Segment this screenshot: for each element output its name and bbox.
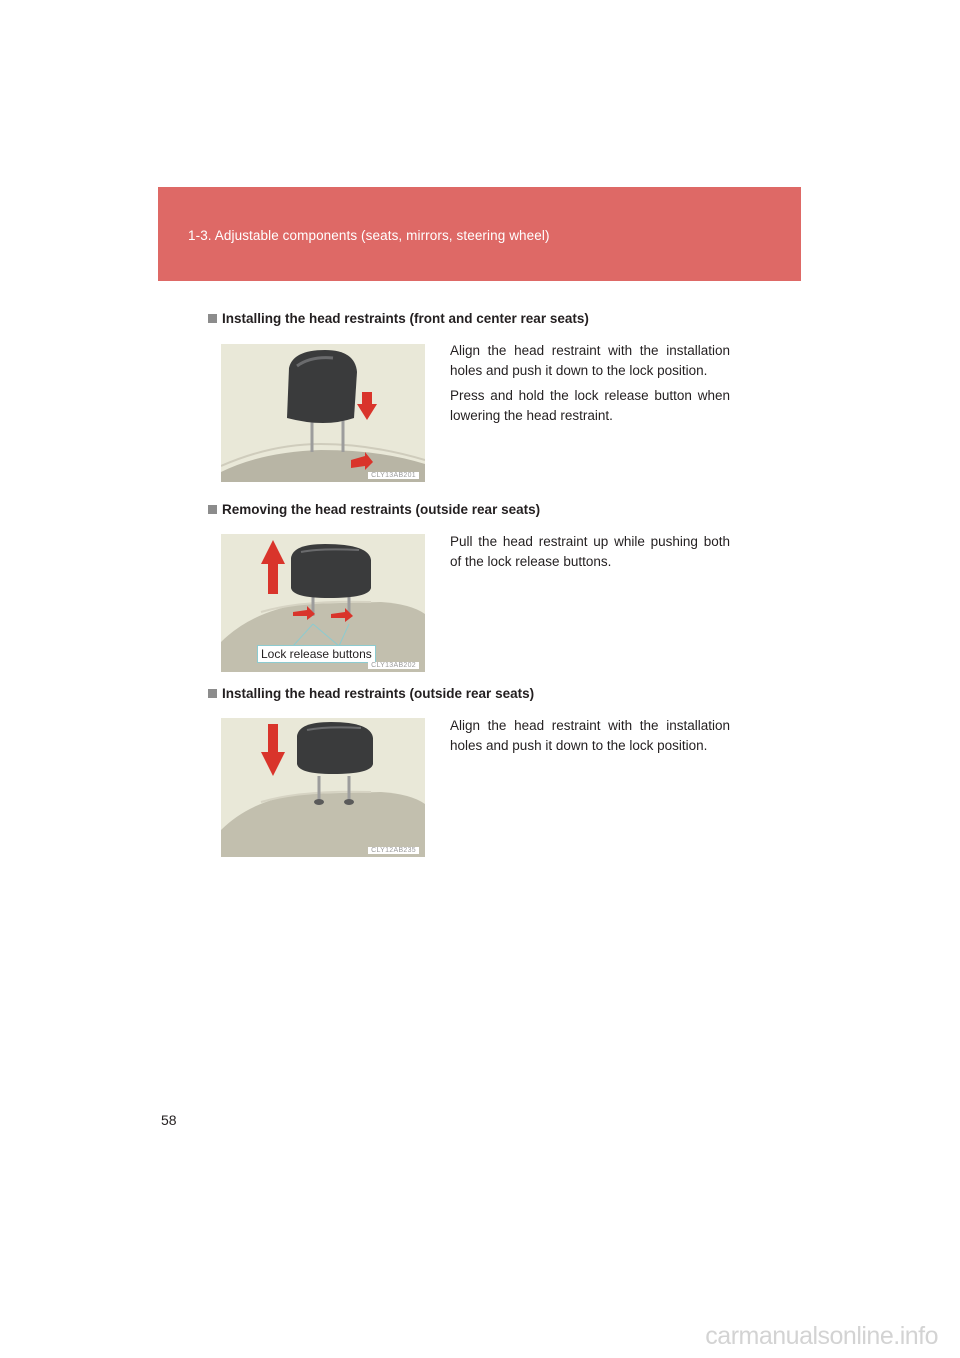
headrest-install-outside-illustration: [221, 718, 425, 857]
bullet-square-icon: [208, 505, 217, 514]
section-heading-text: Removing the head restraints (outside rear seats): [222, 502, 541, 517]
section-heading-text: Installing the head restraints (front and center rear seats): [222, 311, 589, 326]
chapter-header-band: [158, 187, 801, 281]
instruction-paragraph: Align the head restraint with the installation holes and push it down to the lock position.: [450, 718, 730, 753]
section-heading: [208, 502, 540, 517]
figure-code: CLY12AB235: [368, 847, 419, 854]
figure-code: CLY13AB202: [368, 662, 419, 669]
watermark: carmanualsonline.info: [705, 1322, 938, 1350]
figure-front-headrest-install: [221, 344, 425, 482]
headrest-install-illustration: [221, 344, 425, 482]
section-heading: [208, 686, 534, 701]
section-heading-text: Installing the head restraints (outside rear seats): [222, 686, 535, 701]
instruction-text: [450, 341, 730, 431]
chapter-title: 1-3. Adjustable components (seats, mirrors, steering wheel): [188, 228, 550, 243]
figure-code: CLY13AB201: [368, 472, 419, 479]
page-number: 58: [161, 1112, 177, 1128]
lock-release-buttons-label: Lock release buttons: [257, 645, 376, 663]
instruction-paragraph: Pull the head restraint up while pushing both of the lock release buttons.: [450, 534, 730, 569]
figure-outside-headrest-remove: [221, 534, 425, 672]
instruction-text: [450, 716, 730, 761]
instruction-paragraph: Align the head restraint with the installation holes and push it down to the lock position.: [450, 343, 730, 378]
instruction-paragraph: Press and hold the lock release button when lowering the head restraint.: [450, 388, 730, 423]
bullet-square-icon: [208, 314, 217, 323]
section-heading: [208, 311, 589, 326]
instruction-text: [450, 532, 730, 577]
figure-outside-headrest-install: [221, 718, 425, 857]
bullet-square-icon: [208, 689, 217, 698]
